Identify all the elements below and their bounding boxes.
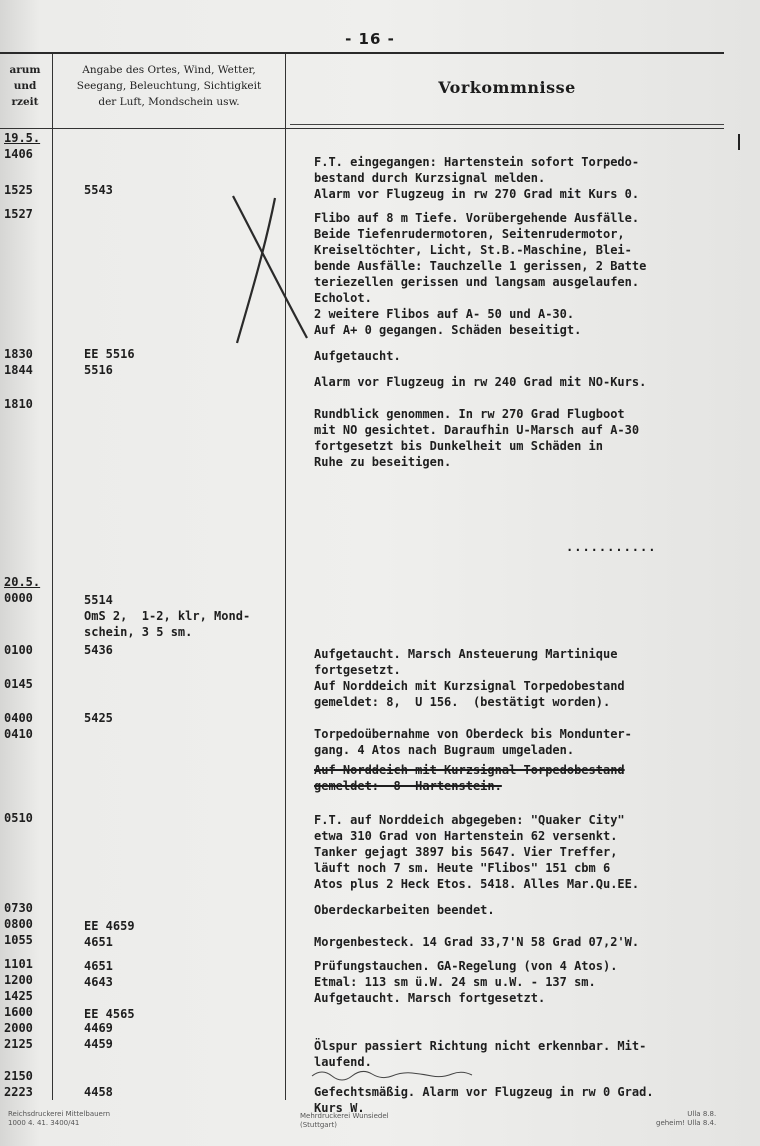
entry-time: 2125 [4, 1037, 33, 1051]
column-divider-time [52, 54, 53, 1100]
entry-text: bestand durch Kurzsignal melden. [314, 171, 546, 185]
entry-text: Aufgetaucht. Marsch Ansteuerung Martinique [314, 647, 618, 661]
entry-time: 0000 [4, 591, 33, 605]
entry-text: Tanker gejagt 3897 bis 5647. Vier Treffer, [314, 845, 618, 859]
entry-weather: schein, 3 5 sm. [84, 625, 193, 639]
entry-time: 0100 [4, 643, 33, 657]
entry-time: 2150 [4, 1069, 33, 1083]
entry-text: Etmal: 113 sm ü.W. 24 sm u.W. - 137 sm. [314, 975, 596, 989]
header-rule [0, 128, 724, 129]
entry-location: 5514 [84, 593, 113, 607]
entry-time: 2000 [4, 1021, 33, 1035]
separator-dots: ........... [566, 540, 657, 554]
entry-struck-text: Auf Norddeich mit Kurzsignal Torpedobestand [314, 763, 625, 777]
entry-time: 1525 [4, 183, 33, 197]
footer-left: Reichsdruckerei Mittelbauern 1000 4. 41. 3400/41 [8, 1110, 111, 1127]
entry-text: Alarm vor Flugzeug in rw 240 Grad mit NO-Kurs. [314, 375, 647, 389]
entry-time: 1425 [4, 989, 33, 1003]
entry-time: 2223 [4, 1085, 33, 1099]
entry-text: etwa 310 Grad von Hartenstein 62 versenkt. [314, 829, 618, 843]
entry-location: 4458 [84, 1085, 113, 1099]
header-events: Vorkommnisse [438, 78, 576, 97]
entry-location: 4643 [84, 975, 113, 989]
entry-location: 5543 [84, 183, 113, 197]
handwritten-annotation [310, 1066, 510, 1082]
entry-time: 1527 [4, 207, 33, 221]
entry-text: gang. 4 Atos nach Bugraum umgeladen. [314, 743, 575, 757]
page-number: - 16 - [345, 30, 395, 48]
entry-location: 4469 [84, 1021, 113, 1035]
header-rule-events [290, 124, 724, 125]
entry-text: Aufgetaucht. Marsch fortgesetzt. [314, 991, 546, 1005]
entry-text: Beide Tiefenrudermotoren, Seitenrudermotor, [314, 227, 625, 241]
entry-location: 5425 [84, 711, 113, 725]
top-rule [0, 52, 724, 54]
entry-text: Kreiseltöchter, Licht, St.B.-Maschine, Blei- [314, 243, 632, 257]
entry-text: läuft noch 7 sm. Heute "Flibos" 151 cbm 6 [314, 861, 611, 875]
entry-text: Auf A+ 0 gegangen. Schäden beseitigt. [314, 323, 582, 337]
entry-date: 19.5. [4, 131, 41, 145]
entry-time: 1055 [4, 933, 33, 947]
entry-location: EE 4565 [84, 1007, 135, 1021]
entry-location: 4459 [84, 1037, 113, 1051]
entry-text: mit NO gesichtet. Daraufhin U-Marsch auf A-30 [314, 423, 640, 437]
entry-struck-text: gemeldet: 8 Hartenstein. [314, 779, 502, 793]
entry-time: 0510 [4, 811, 33, 825]
header-location: Angabe des Ortes, Wind, Wetter, Seegang, Beleuchtung, Sichtigkeit der Luft, Mondschein usw. [76, 64, 262, 108]
entry-text: Kurs W. [314, 1101, 365, 1115]
entry-weather: OmS 2, 1-2, klr, Mond- [84, 609, 251, 623]
entry-text: fortgesetzt. [314, 663, 401, 677]
entry-text: gemeldet: 8, U 156. (bestätigt worden). [314, 695, 611, 709]
entry-text: Ruhe zu beseitigen. [314, 455, 452, 469]
entry-text: Ölspur passiert Richtung nicht erkennbar. Mit- [314, 1039, 647, 1053]
entry-text: 2 weitere Flibos auf A- 50 und A-30. [314, 307, 575, 321]
entry-text: Morgenbesteck. 14 Grad 33,7'N 58 Grad 07,2'W. [314, 935, 640, 949]
entry-time: 0800 [4, 917, 33, 931]
footer-center: Mehrdruckerei Wunsiedel (Stuttgart) [300, 1112, 389, 1129]
entry-text: teriezellen gerissen und langsam ausgelaufen. [314, 275, 640, 289]
entry-text: Aufgetaucht. [314, 349, 401, 363]
entry-location: 5436 [84, 643, 113, 657]
entry-time: 1830 [4, 347, 33, 361]
entry-text: Rundblick genommen. In rw 270 Grad Flugboot [314, 407, 625, 421]
entry-text: Flibo auf 8 m Tiefe. Vorübergehende Ausfälle. [314, 211, 640, 225]
entry-time: 0145 [4, 677, 33, 691]
entry-location: 4651 [84, 935, 113, 949]
entry-text: F.T. eingegangen: Hartenstein sofort Torpedo- [314, 155, 640, 169]
entry-text: Prüfungstauchen. GA-Regelung (von 4 Atos). [314, 959, 618, 973]
margin-tick-mark [734, 132, 744, 152]
entry-time: 1810 [4, 397, 33, 411]
entry-text: Echolot. [314, 291, 372, 305]
entry-date: 20.5. [4, 575, 41, 589]
entry-text: Oberdeckarbeiten beendet. [314, 903, 495, 917]
entry-location: EE 4659 [84, 919, 135, 933]
entry-time: 1600 [4, 1005, 33, 1019]
entry-text: laufend. [314, 1055, 372, 1069]
entry-text: Alarm vor Flugzeug in rw 270 Grad mit Kurs 0. [314, 187, 640, 201]
entry-location: EE 5516 [84, 347, 135, 361]
entry-text: bende Ausfälle: Tauchzelle 1 gerissen, 2 Batte [314, 259, 647, 273]
entry-time: 0410 [4, 727, 33, 741]
entry-text: F.T. auf Norddeich abgegeben: "Quaker City" [314, 813, 625, 827]
entry-text: fortgesetzt bis Dunkelheit um Schäden in [314, 439, 603, 453]
header-time: arum und rzeit [9, 64, 41, 108]
handwritten-cross-mark [225, 188, 315, 348]
entry-text: Auf Norddeich mit Kurzsignal Torpedobestand [314, 679, 625, 693]
entry-text: Gefechtsmäßig. Alarm vor Flugzeug in rw 0 Grad. [314, 1085, 654, 1099]
footer-right: Ulla 8.8. geheim! Ulla 8.4. [656, 1110, 717, 1127]
entry-location: 4651 [84, 959, 113, 973]
entry-time: 0730 [4, 901, 33, 915]
entry-text: Torpedoübernahme von Oberdeck bis Mondunter- [314, 727, 632, 741]
entry-time: 1101 [4, 957, 33, 971]
entry-time: 1406 [4, 147, 33, 161]
entry-time: 0400 [4, 711, 33, 725]
entry-location: 5516 [84, 363, 113, 377]
entry-text: Atos plus 2 Heck Etos. 5418. Alles Mar.Qu.EE. [314, 877, 640, 891]
entry-time: 1200 [4, 973, 33, 987]
entry-time: 1844 [4, 363, 33, 377]
